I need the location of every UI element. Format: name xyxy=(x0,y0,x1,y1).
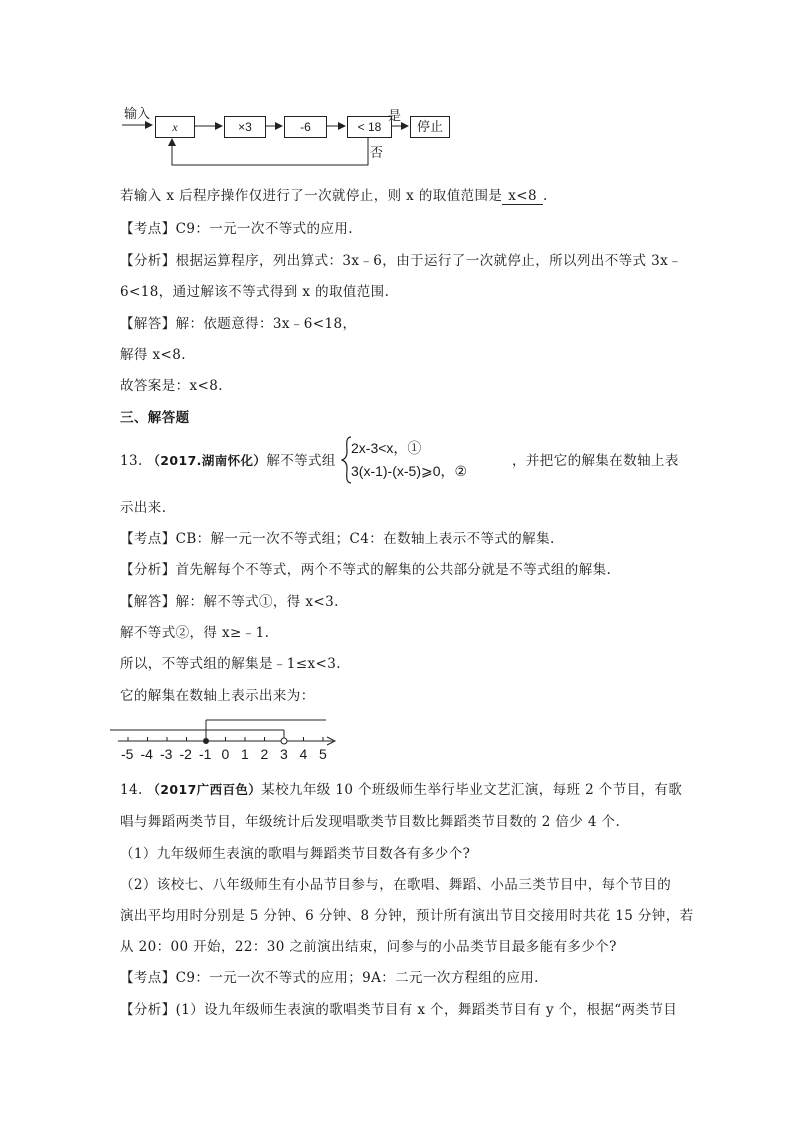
p12-answer: x<8 xyxy=(502,188,543,205)
flowchart-input-label: 输入 xyxy=(124,106,151,121)
flowchart-yes-label: 是 xyxy=(388,108,402,123)
p12-question-pre: 若输入 x 后程序操作仅进行了一次就停止，则 x 的取值范围是 xyxy=(120,188,503,204)
flowchart-lines xyxy=(0,0,793,180)
p13-jieda-line3: 所以，不等式组的解集是﹣1≤x<3. xyxy=(120,656,341,672)
flowchart-box-less18: < 18 xyxy=(347,116,392,138)
tick-label: 2 xyxy=(260,746,269,762)
open-point-3 xyxy=(281,738,287,744)
p12-question xyxy=(120,187,548,205)
p13-fenxi: 【分析】首先解每个不等式，两个不等式的解集的公共部分就是不等式组的解集. xyxy=(120,562,612,578)
p14-question2-line3: 从 20：00 开始，22：30 之前演出结束，问参与的小品类节目最多能有多少个? xyxy=(120,939,617,955)
tick-label: -1 xyxy=(199,746,212,762)
p13-inequality-system xyxy=(341,436,521,484)
p14-kaodian: 【考点】C9：一元一次不等式的应用；9A：二元一次方程组的应用. xyxy=(120,970,539,986)
p13-kaodian: 【考点】CB：解一元一次不等式组；C4：在数轴上表示不等式的解集. xyxy=(120,531,555,547)
closed-point-minus1 xyxy=(203,738,209,744)
tick-label: -2 xyxy=(179,746,192,762)
p12-question-post: . xyxy=(543,188,548,204)
tick-label: 1 xyxy=(241,746,249,762)
p14-question2-line1: （2）该校七、八年级师生有小品节目参与，在歌唱、舞蹈、小品三类节目中，每个节目的 xyxy=(120,877,672,893)
tick-label: -5 xyxy=(121,746,134,762)
p14-fenxi-line1: 【分析】(1）设九年级师生表演的歌唱类节目有 x 个，舞蹈类节目有 y 个，根据“两类节目 xyxy=(120,1002,678,1018)
flowchart-box-times3: ×3 xyxy=(224,116,266,138)
p14-stem-line2: 唱与舞蹈两类节目，年级统计后发现唱歌类节目数比舞蹈类节目数的 2 倍少 4 个. xyxy=(120,814,621,830)
tick-label: 0 xyxy=(221,746,230,762)
p12-jieda-line2: 解得 x<8. xyxy=(120,347,186,363)
p13-number: 13. xyxy=(120,453,143,469)
p13-tail2: 示出来. xyxy=(120,500,167,516)
p12-fenxi-line1: 【分析】根据运算程序，列出算式：3x﹣6，由于运行了一次就停止，所以列出不等式 3x﹣ xyxy=(120,253,682,269)
tick-label: 5 xyxy=(319,746,327,762)
p13-lead-text: 解不等式组 xyxy=(266,453,336,469)
p13-jieda-line4: 它的解集在数轴上表示出来为： xyxy=(120,688,315,704)
p13-source: （2017.湖南怀化） xyxy=(147,453,267,468)
p14-question1: （1）九年级师生表演的歌唱与舞蹈类节目数各有多少个? xyxy=(120,846,471,862)
flowchart-box-x: x xyxy=(155,116,195,138)
p12-kaodian: 【考点】C9：一元一次不等式的应用. xyxy=(120,221,353,237)
flowchart-no-label: 否 xyxy=(370,145,384,160)
p13-inequality-1: 2x-3<x，① xyxy=(351,440,422,456)
section-heading: 三、解答题 xyxy=(120,410,190,426)
tick-label: 4 xyxy=(299,746,308,762)
tick-label: 3 xyxy=(280,746,288,762)
p13-jieda-line2: 解不等式②，得 x≥﹣1. xyxy=(120,625,270,641)
flowchart-box-stop: 停止 xyxy=(410,116,450,138)
flowchart-box-minus6: -6 xyxy=(284,116,327,138)
p12-fenxi-line2: 6<18，通过解该不等式得到 x 的取值范围. xyxy=(120,284,390,300)
p14-source: （2017广西百色） xyxy=(147,782,262,797)
p13-lead xyxy=(120,452,336,470)
tick-label: -4 xyxy=(140,746,153,762)
p13-inequality-2: 3(x-1)-(x-5)⩾0，② xyxy=(351,463,468,479)
p13-jieda-line1: 【解答】解：解不等式①，得 x<3. xyxy=(120,594,339,610)
tick-label: -3 xyxy=(160,746,173,762)
number-line-labels xyxy=(0,746,793,766)
p14-question2-line2: 演出平均用时分别是 5 分钟、6 分钟、8 分钟，预计所有演出节目交接用时共花 15 分钟，若 xyxy=(120,908,694,924)
p13-tail: ，并把它的解集在数轴上表 xyxy=(512,453,679,469)
p14-stem-line1 xyxy=(120,781,682,799)
p12-jieda-line1: 【解答】解：依题意得：3x﹣6<18， xyxy=(120,316,357,332)
p12-jieda-line3: 故答案是：x<8. xyxy=(120,378,223,394)
p14-stem-text1: 某校九年级 10 个班级师生举行毕业文艺汇演，每班 2 个节目，有歌 xyxy=(261,782,683,798)
p14-number: 14. xyxy=(120,782,143,798)
